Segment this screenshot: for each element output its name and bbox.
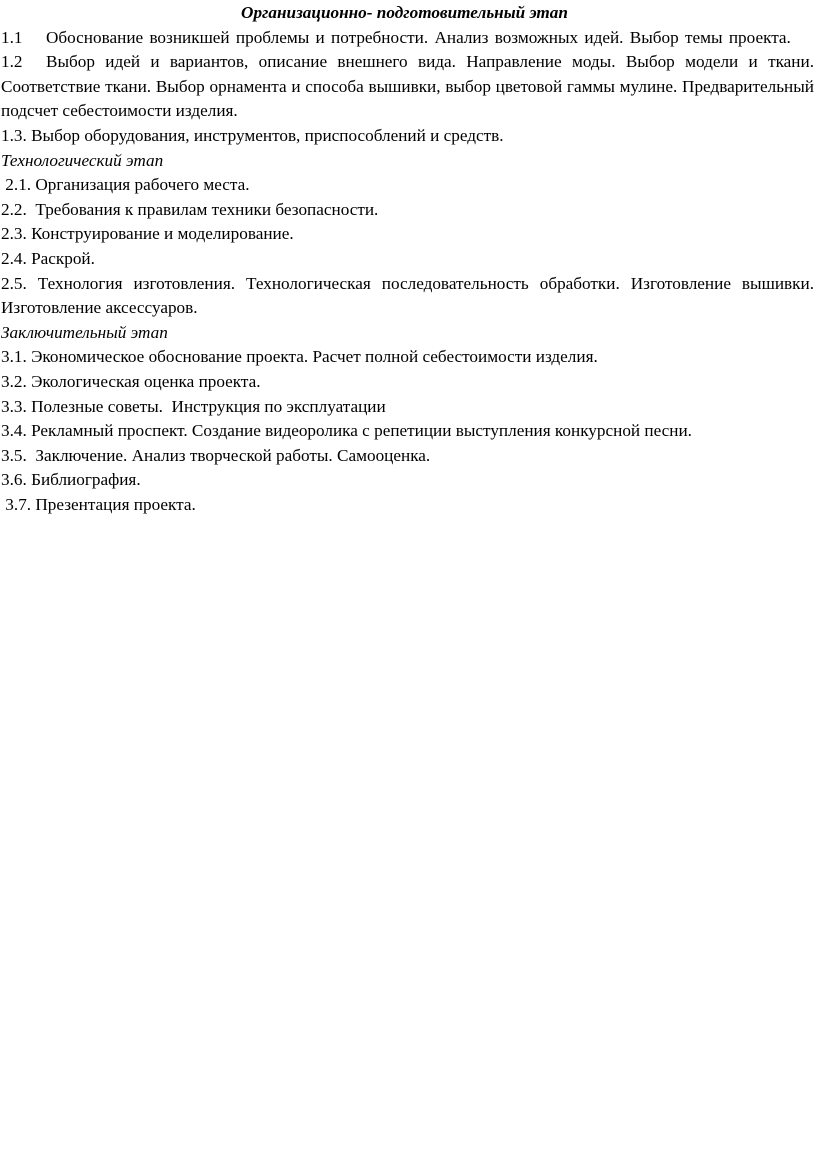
section-heading-final: Заключительный этап	[1, 322, 168, 342]
document-title: Организационно- подготовительный этап	[241, 3, 568, 22]
item-text: Выбор идей и вариантов, описание внешнего вида. Направление моды. Выбор модели и ткани. Соответствие ткани. Выбор орнамента и способа вышивки, выбор цветовой гаммы мулине. Предварительный подсчет себестоимости изделия.	[1, 52, 814, 121]
item-number: 1.2	[1, 52, 23, 72]
item-number: 1.1	[1, 27, 23, 47]
list-item-2-4: 2.4. Раскрой.	[1, 248, 95, 268]
section-heading-technological: Технологический этап	[1, 150, 164, 170]
list-item-2-2: 2.2. Требования к правилам техники безопасности.	[1, 199, 379, 219]
document-page	[0, 0, 816, 517]
list-item-3-5: 3.5. Заключение. Анализ творческой работы. Самооценка.	[1, 445, 431, 465]
list-item-3-1: 3.1. Экономическое обоснование проекта. Расчет полной себестоимости изделия.	[1, 347, 598, 367]
list-item-2-5: 2.5. Технология изготовления. Технологическая последовательность обработки. Изготовление вышивки. Изготовление аксессуаров.	[1, 273, 814, 318]
list-item-2-3: 2.3. Конструирование и моделирование.	[1, 224, 294, 244]
list-item-2-1: 2.1. Организация рабочего места.	[1, 175, 250, 195]
item-text: Обоснование возникшей проблемы и потребности. Анализ возможных идей. Выбор темы проекта.	[46, 27, 791, 47]
list-item-1-3: 1.3. Выбор оборудования, инструментов, приспособлений и средств.	[1, 125, 504, 145]
list-item-3-4: 3.4. Рекламный проспект. Создание видеоролика с репетиции выступления конкурсной песни.	[1, 421, 692, 441]
list-item-1-1	[1, 26, 816, 51]
list-item-3-7: 3.7. Презентация проекта.	[1, 494, 196, 514]
list-item-1-2	[1, 50, 816, 124]
list-item-3-6: 3.6. Библиография.	[1, 470, 141, 490]
list-item-3-3: 3.3. Полезные советы. Инструкция по эксплуатации	[1, 396, 386, 416]
list-item-3-2: 3.2. Экологическая оценка проекта.	[1, 371, 261, 391]
